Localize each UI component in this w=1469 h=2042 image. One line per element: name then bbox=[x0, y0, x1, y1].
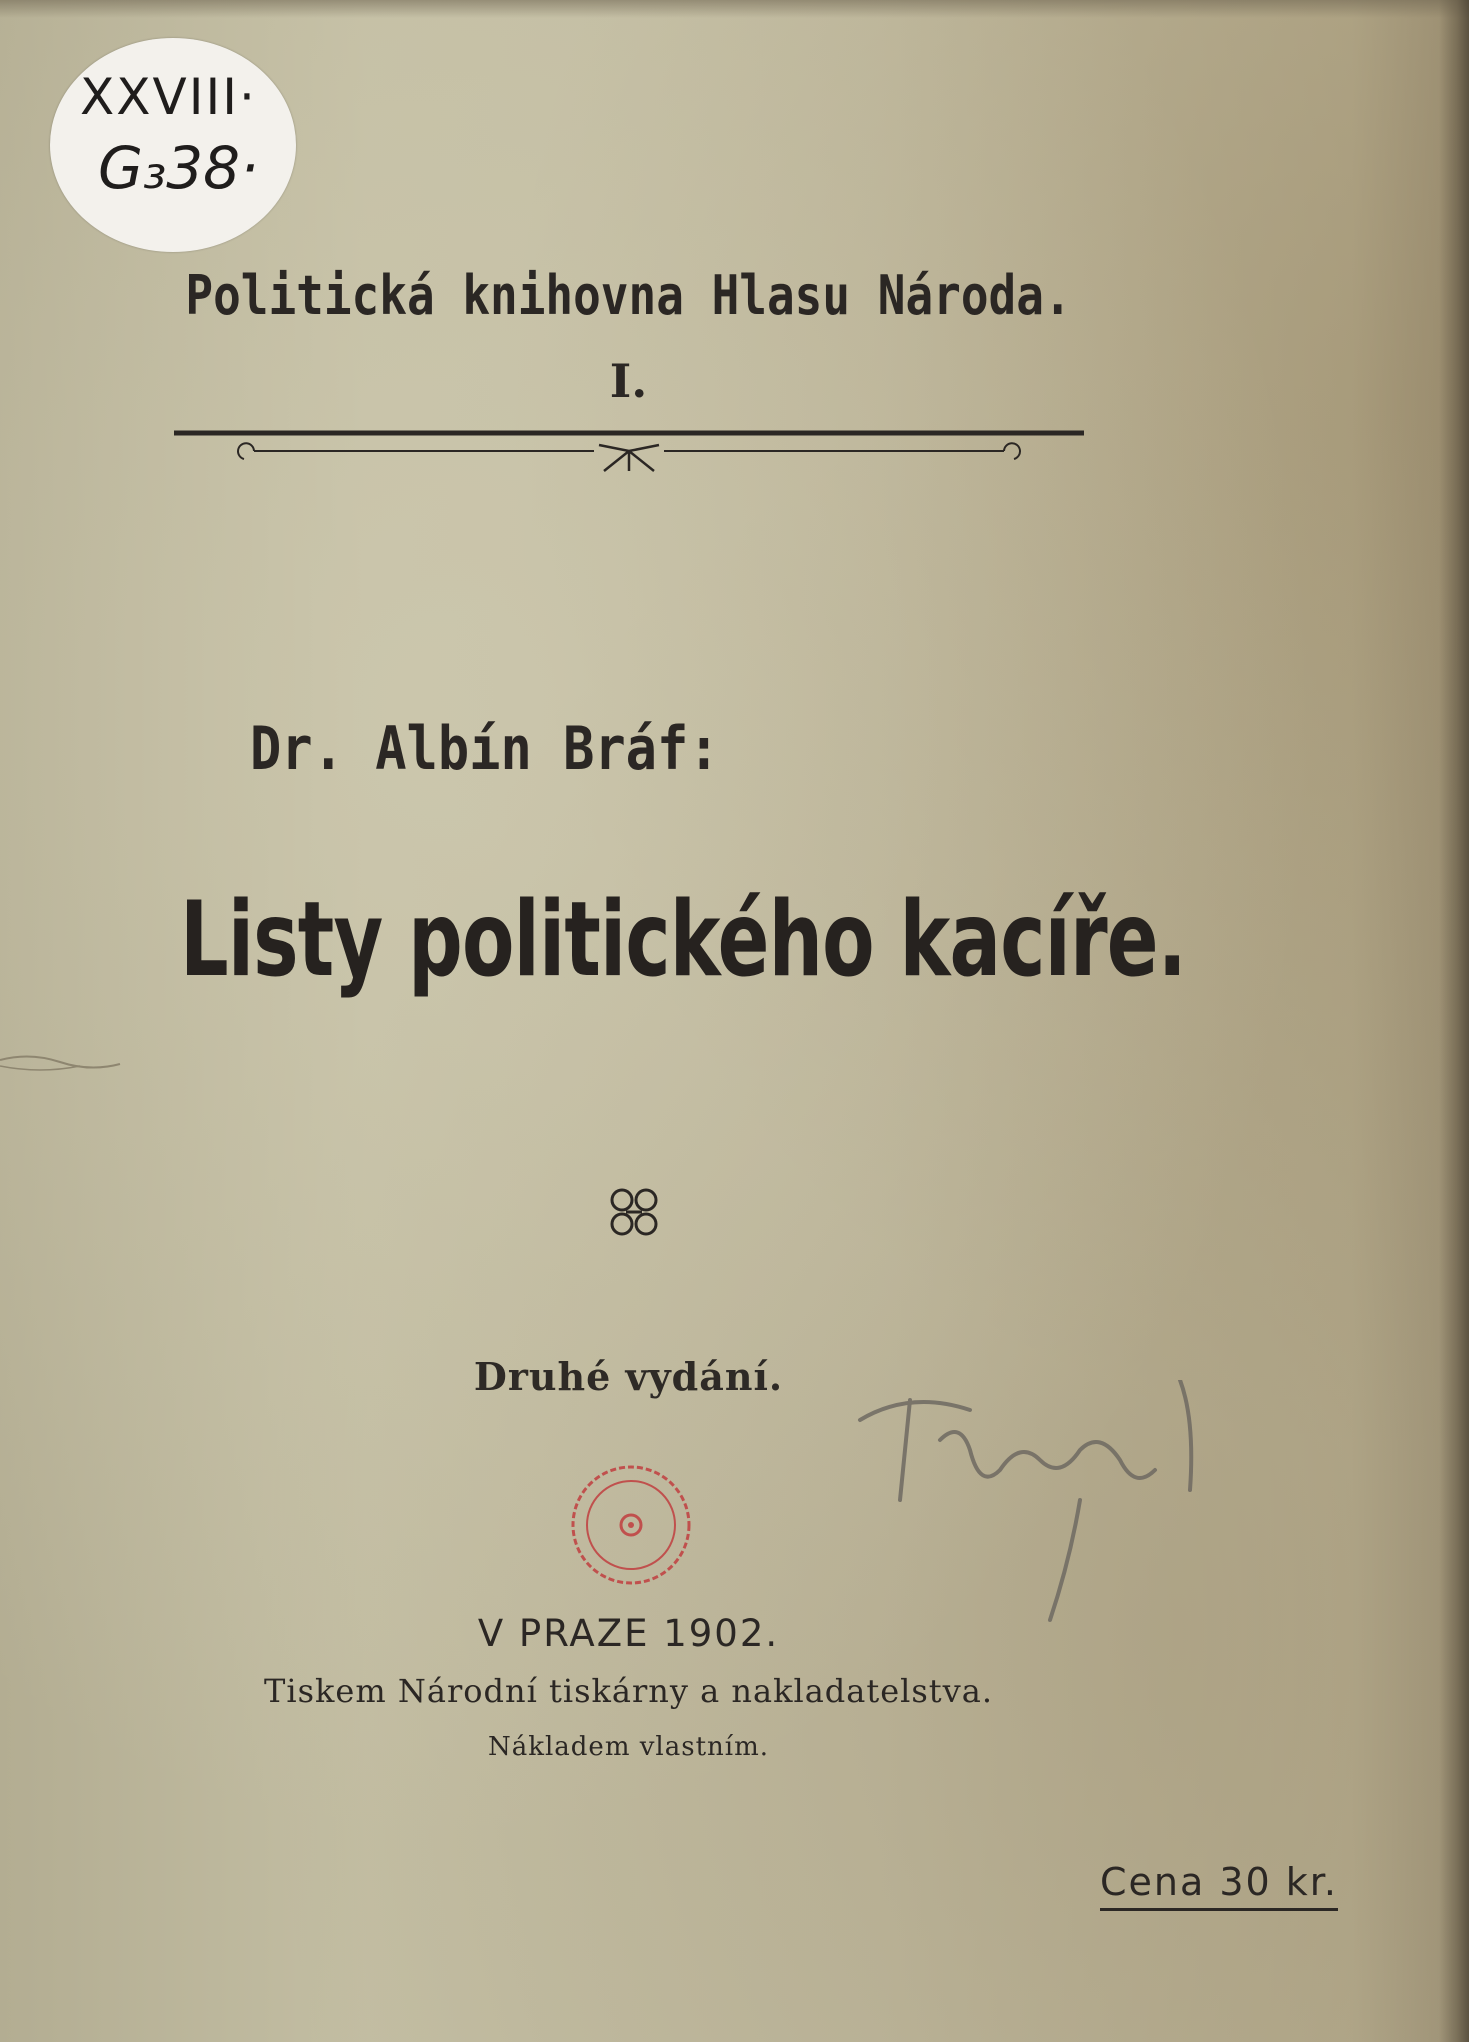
shelfmark-line-2: G₃38· bbox=[98, 134, 259, 202]
ornamental-rule bbox=[174, 425, 1084, 475]
paper-tear bbox=[0, 1048, 140, 1078]
edition-note: Druhé vydání. bbox=[473, 1354, 784, 1399]
publisher-line: Nákladem vlastním. bbox=[487, 1732, 770, 1762]
shelfmark-line-1: XXVIII· bbox=[80, 68, 257, 126]
author-name: Dr. Albín Bráf: bbox=[250, 715, 720, 784]
series-number: I. bbox=[609, 354, 648, 408]
fleuron-ornament-icon bbox=[606, 1184, 662, 1240]
book-title: Listy politického kacíře. bbox=[180, 880, 1186, 1000]
handwritten-signature bbox=[850, 1380, 1230, 1640]
shelfmark-sticker bbox=[50, 38, 296, 252]
worn-right-edge bbox=[1439, 0, 1469, 2042]
worn-top-edge bbox=[0, 0, 1469, 18]
series-title: Politická knihovna Hlasu Národa. bbox=[185, 263, 1072, 327]
library-stamp-icon bbox=[566, 1460, 696, 1590]
place-and-year: V PRAZE 1902. bbox=[477, 1612, 780, 1655]
price-label: Cena 30 kr. bbox=[1100, 1860, 1338, 1911]
printer-line: Tiskem Národní tiskárny a nakladatelstva. bbox=[264, 1672, 993, 1710]
